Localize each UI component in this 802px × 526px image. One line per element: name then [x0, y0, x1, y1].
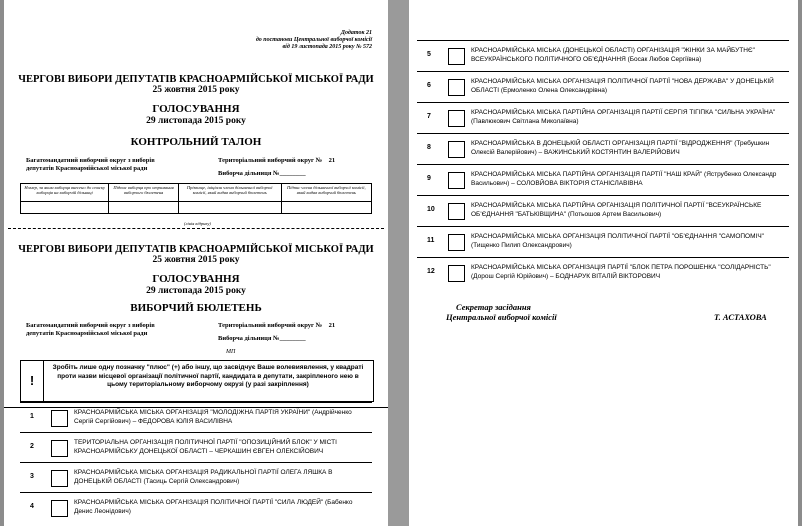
candidate-row: [417, 226, 789, 256]
document-page-left: [4, 0, 388, 526]
counterfoil-header: Номер, за яким виборця внесено до списку виборців на виборчій дільниці: [21, 184, 109, 202]
candidate-row: [417, 195, 789, 225]
candidate-row: [20, 492, 372, 522]
candidate-number: 6: [427, 82, 431, 89]
candidate-number: 9: [427, 175, 431, 182]
candidate-row: [417, 102, 789, 132]
vote-checkbox[interactable]: [448, 110, 465, 127]
candidate-number: 12: [427, 268, 435, 275]
page-gap: [388, 0, 409, 526]
ballot-voting-date: 29 листопада 2015 року: [146, 286, 246, 296]
warning-icon: !: [21, 361, 44, 401]
counterfoil-cell: [178, 202, 281, 214]
ballot-election-date: 25 жовтня 2015 року: [152, 255, 240, 265]
candidate-number: 11: [427, 237, 435, 244]
candidate-text: КРАСНОАРМІЙСЬКА МІСЬКА (ДОНЕЦЬКОЇ ОБЛАСТІ) ОРГАНІЗАЦІЯ "ЖІНКИ ЗА МАЙБУТНЄ" ВСЕУКРАЇНСЬКОГО ПОЛІТИЧНОГО ОБ'ЄДНАННЯ (Босак Любов Сергіївна): [471, 47, 755, 63]
vote-checkbox[interactable]: [448, 172, 465, 189]
ballot-district-label: Багатомандатний виборчий округ з виборів депутатів Красноармійської міської ради: [26, 322, 155, 337]
candidate-row: [20, 432, 372, 462]
candidate-row: [417, 164, 789, 194]
counterfoil-cell: [109, 202, 179, 214]
ballot-territorial-label: Територіальний виборчий округ № 21: [218, 322, 336, 329]
candidate-row: [20, 462, 372, 492]
candidate-text: КРАСНОАРМІЙСЬКА МІСЬКА ОРГАНІЗАЦІЯ ПАРТІЇ "БЛОК ПЕТРА ПОРОШЕНКА "СОЛІДАРНІСТЬ" (Дорош Сергій Юрійович) – БОДНАРУК ВІТАЛІЙ ВІКТОРОВИЧ: [471, 264, 771, 280]
ballot-voting-label: ГОЛОСУВАННЯ: [152, 273, 240, 285]
candidate-text: КРАСНОАРМІЙСЬКА МІСЬКА ПАРТІЙНА ОРГАНІЗАЦІЯ ПОЛІТИЧНОЇ ПАРТІЇ "ВСЕУКРАЇНСЬКЕ ОБ'ЄДНАННЯ "БАТЬКІВЩИНА" (Потьошов Артем Васильович): [471, 202, 762, 218]
candidate-number: 5: [427, 51, 431, 58]
candidate-number: 7: [427, 113, 431, 120]
vote-checkbox[interactable]: [51, 500, 68, 517]
precinct-label: Виборча дільниця №________: [218, 170, 306, 177]
annex-note: Додаток 21 до постанови Центральної виборчої комісії від 19 листопада 2015 року № 572: [255, 30, 372, 50]
candidate-number: 4: [30, 503, 34, 510]
vote-checkbox[interactable]: [51, 440, 68, 457]
vote-checkbox[interactable]: [51, 410, 68, 427]
counterfoil-header: Підпис виборця про отримання виборчого бюлетеня: [109, 184, 179, 202]
candidate-number: 10: [427, 206, 435, 213]
candidate-text: КРАСНОАРМІЙСЬКА МІСЬКА ОРГАНІЗАЦІЯ ПОЛІТИЧНОЇ ПАРТІЇ "НОВА ДЕРЖАВА" У ДОНЕЦЬКІЙ ОБЛАСТІ (Ермоленко Олена Олександрівна): [471, 78, 774, 94]
district-label: Багатомандатний виборчий округ з виборів депутатів Красноармійської міської ради: [26, 157, 155, 172]
voting-instructions: [20, 360, 374, 402]
voting-label: ГОЛОСУВАННЯ: [152, 103, 240, 115]
candidate-number: 3: [30, 473, 34, 480]
candidate-number: 1: [30, 413, 34, 420]
candidate-text: КРАСНОАРМІЙСЬКА МІСЬКА ОРГАНІЗАЦІЯ ПОЛІТИЧНОЇ ПАРТІЇ "ОБ'ЄДНАННЯ "САМОПОМІЧ" (Тищенко Пилип Олександрович): [471, 233, 764, 249]
candidate-row: [20, 402, 372, 432]
voting-date: 29 листопада 2015 року: [146, 116, 246, 126]
cut-line: [8, 228, 384, 229]
candidate-row: [417, 40, 789, 70]
counterfoil-cell: [281, 202, 371, 214]
candidate-row: [417, 133, 789, 163]
candidate-row: [417, 257, 789, 287]
cut-line-label: (лінія відриву): [184, 221, 211, 226]
stamp-mark: МП: [226, 349, 236, 355]
signature-role: Секретар засідання Центральної виборчої комісії: [446, 302, 557, 322]
ballot-label: ВИБОРЧИЙ БЮЛЕТЕНЬ: [130, 302, 262, 314]
counterfoil-header: Підпис члена дільничної виборчої комісії, який видав виборчий бюлетень: [281, 184, 371, 202]
vote-checkbox[interactable]: [448, 48, 465, 65]
vote-checkbox[interactable]: [448, 234, 465, 251]
counterfoil-table: [20, 183, 372, 214]
control-label: КОНТРОЛЬНИЙ ТАЛОН: [130, 136, 262, 148]
candidate-row: [417, 71, 789, 101]
vote-checkbox[interactable]: [448, 79, 465, 96]
vote-checkbox[interactable]: [448, 141, 465, 158]
ballot-election-title: ЧЕРГОВІ ВИБОРИ ДЕПУТАТІВ КРАСНОАРМІЙСЬКОЇ МІСЬКОЇ РАДИ: [18, 244, 374, 255]
candidate-text: КРАСНОАРМІЙСЬКА МІСЬКА ОРГАНІЗАЦІЯ ПОЛІТИЧНОЇ ПАРТІЇ "СИЛА ЛЮДЕЙ" (Бабенко Денис Леонідович): [74, 499, 353, 515]
vote-checkbox[interactable]: [448, 265, 465, 282]
instructions-text: Зробіть лише одну позначку "плюс" (+) або іншу, що засвідчує Ваше волевиявлення, у квадраті проти назви місцевої організації політичної партії, кандидата в депутати, закріпленого нею в цьому територіальному виборчому окрузі (у разі закріплення): [52, 364, 364, 388]
candidate-text: КРАСНОАРМІЙСЬКА МІСЬКА ПАРТІЙНА ОРГАНІЗАЦІЯ ПАРТІЇ СЕРГІЯ ТІГІПКА "СИЛЬНА УКРАЇНА" (Павлюкович Світлана Миколаївна): [471, 109, 776, 125]
document-page-right: [409, 0, 798, 526]
election-title: ЧЕРГОВІ ВИБОРИ ДЕПУТАТІВ КРАСНОАРМІЙСЬКОЇ МІСЬКОЇ РАДИ: [18, 74, 374, 85]
vote-checkbox[interactable]: [448, 203, 465, 220]
candidate-text: КРАСНОАРМІЙСЬКА МІСЬКА ОРГАНІЗАЦІЯ РАДИКАЛЬНОЇ ПАРТІЇ ОЛЕГА ЛЯШКА В ДОНЕЦЬКІЙ ОБЛАСТІ (Тасиць Сергій Олександрович): [74, 469, 333, 485]
vote-checkbox[interactable]: [51, 470, 68, 487]
territorial-label: Територіальний виборчий округ № 21: [218, 157, 336, 164]
counterfoil-header: Прізвище, ініціали члена дільничної виборчої комісії, який видав виборчий бюлетень: [178, 184, 281, 202]
signature-name: Т. АСТАХОВА: [714, 312, 767, 322]
election-date: 25 жовтня 2015 року: [152, 85, 240, 95]
candidate-number: 8: [427, 144, 431, 151]
candidate-text: КРАСНОАРМІЙСЬКА В ДОНЕЦЬКІЙ ОБЛАСТІ ОРГАНІЗАЦІЯ ПАРТІЇ "ВІДРОДЖЕННЯ" (Требушкин Олексій Валерійович) – ВАЖИНСЬКИЙ КОСТЯНТИН ВАЛЕРІЙОВИЧ: [471, 140, 770, 156]
candidate-number: 2: [30, 443, 34, 450]
counterfoil-cell: [21, 202, 109, 214]
candidate-text: КРАСНОАРМІЙСЬКА МІСЬКА ПАРТІЙНА ОРГАНІЗАЦІЯ ПАРТІЇ "НАШ КРАЙ" (Яструбенко Олександр Васильович) – СОЛОВЙОВА ВІКТОРІЯ СТАНІСЛАВІВНА: [471, 171, 777, 187]
candidate-text: КРАСНОАРМІЙСЬКА МІСЬКА ОРГАНІЗАЦІЯ "МОЛОДІЖНА ПАРТІЯ УКРАЇНИ" (Андрійченко Сергій Сергійович) – ФЕДОРОВА ЮЛІЯ ВАСИЛІВНА: [74, 409, 352, 425]
ballot-precinct-label: Виборча дільниця №________: [218, 335, 306, 342]
candidate-text: ТЕРИТОРІАЛЬНА ОРГАНІЗАЦІЯ ПОЛІТИЧНОЇ ПАРТІЇ "ОПОЗИЦІЙНИЙ БЛОК" У МІСТІ КРАСНОАРМІЙСЬКУ ДОНЕЦЬКОЇ ОБЛАСТІ – ЧЕРКАШИН ЄВГЕН ОЛЕКСІЙОВИЧ: [74, 439, 337, 455]
